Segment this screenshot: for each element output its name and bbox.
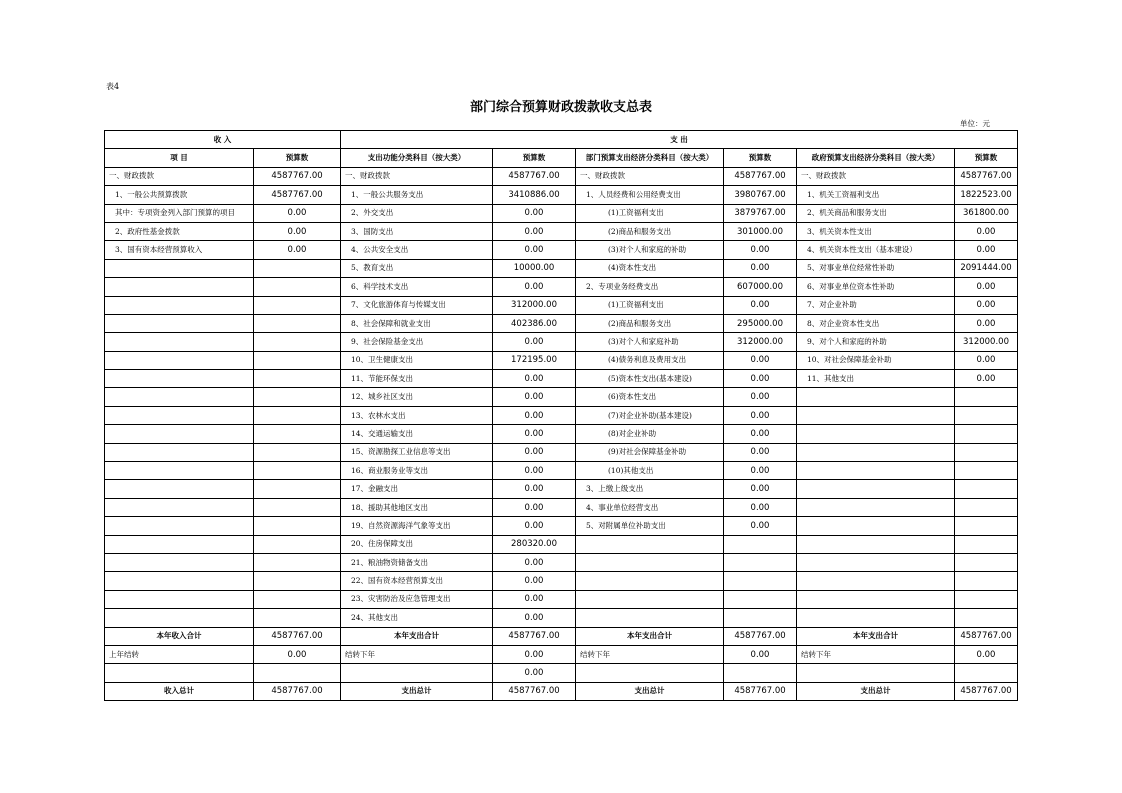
func-item-cell: 12、城乡社区支出 — [341, 388, 493, 406]
gov-item-cell — [797, 553, 955, 571]
gov-total-value: 4587767.00 — [955, 682, 1018, 700]
gov-item-cell — [797, 406, 955, 424]
col-header-gov: 政府预算支出经济分类科目（按大类） — [797, 149, 955, 167]
func-item-cell: 19、自然资源海洋气象等支出 — [341, 517, 493, 535]
income-budget-cell — [254, 462, 341, 480]
dept-budget-cell: 0.00 — [724, 462, 797, 480]
income-year-value: 4587767.00 — [254, 627, 341, 645]
func-budget-cell: 0.00 — [493, 462, 576, 480]
income-item-cell — [105, 370, 254, 388]
income-budget-cell — [254, 443, 341, 461]
income-item-cell: 3、国有资本经营预算收入 — [105, 241, 254, 259]
group-header-row — [105, 131, 1018, 149]
gov-budget-cell: 361800.00 — [955, 204, 1018, 222]
gov-item-cell — [797, 572, 955, 590]
table-row — [105, 241, 1018, 259]
income-budget-cell — [254, 278, 341, 296]
gov-budget-cell — [955, 609, 1018, 627]
gov-budget-cell: 312000.00 — [955, 333, 1018, 351]
dept-item-cell: (4)债务利息及费用支出 — [576, 351, 724, 369]
gov-item-cell — [797, 388, 955, 406]
dept-budget-cell: 4587767.00 — [724, 167, 797, 185]
table-row — [105, 259, 1018, 277]
gov-budget-cell — [955, 517, 1018, 535]
dept-budget-cell — [724, 553, 797, 571]
dept-item-cell — [576, 553, 724, 571]
col-header-budget: 预算数 — [724, 149, 797, 167]
table-row — [105, 462, 1018, 480]
table-row — [105, 425, 1018, 443]
income-budget-cell: 4587767.00 — [254, 186, 341, 204]
income-item-cell — [105, 259, 254, 277]
dept-item-cell — [576, 609, 724, 627]
func-total-label: 支出总计 — [341, 682, 493, 700]
gov-item-cell: 9、对个人和家庭的补助 — [797, 333, 955, 351]
table-row — [105, 388, 1018, 406]
table-row — [105, 517, 1018, 535]
table-row — [105, 167, 1018, 185]
col-header-item: 项 目 — [105, 149, 254, 167]
dept-budget-cell: 0.00 — [724, 517, 797, 535]
func-budget-cell: 4587767.00 — [493, 167, 576, 185]
dept-item-cell: (9)对社会保障基金补助 — [576, 443, 724, 461]
gov-budget-cell: 0.00 — [955, 241, 1018, 259]
dept-item-cell: (1)工资福利支出 — [576, 296, 724, 314]
func-budget-cell: 312000.00 — [493, 296, 576, 314]
func-item-cell: 4、公共安全支出 — [341, 241, 493, 259]
func-budget-cell: 0.00 — [493, 517, 576, 535]
income-item-cell: 2、政府性基金拨款 — [105, 222, 254, 240]
gov-budget-cell — [955, 480, 1018, 498]
expense-group-header: 支 出 — [341, 131, 1018, 149]
table-row — [105, 572, 1018, 590]
dept-item-cell: (3)对个人和家庭的补助 — [576, 241, 724, 259]
income-item-cell — [105, 535, 254, 553]
table-row — [105, 553, 1018, 571]
func-item-cell: 11、节能环保支出 — [341, 370, 493, 388]
gov-budget-cell: 0.00 — [955, 351, 1018, 369]
gov-item-cell: 3、机关资本性支出 — [797, 222, 955, 240]
dept-budget-cell: 3980767.00 — [724, 186, 797, 204]
func-budget-cell: 0.00 — [493, 553, 576, 571]
gov-budget-cell: 1822523.00 — [955, 186, 1018, 204]
dept-budget-cell — [724, 609, 797, 627]
dept-item-cell: (6)资本性支出 — [576, 388, 724, 406]
income-year-label: 本年收入合计 — [105, 627, 254, 645]
gov-budget-cell — [955, 572, 1018, 590]
income-item-cell — [105, 590, 254, 608]
dept-budget-cell: 0.00 — [724, 241, 797, 259]
dept-budget-cell: 301000.00 — [724, 222, 797, 240]
func-budget-cell: 0.00 — [493, 572, 576, 590]
col-header-dept: 部门预算支出经济分类科目（按大类） — [576, 149, 724, 167]
dept-budget-cell — [724, 535, 797, 553]
gov-item-cell — [797, 535, 955, 553]
func-budget-cell: 172195.00 — [493, 351, 576, 369]
income-group-header: 收 入 — [105, 131, 341, 149]
income-item-cell: 一、财政拨款 — [105, 167, 254, 185]
income-item-cell — [105, 296, 254, 314]
func-item-cell: 1、一般公共服务支出 — [341, 186, 493, 204]
dept-budget-cell: 0.00 — [724, 425, 797, 443]
income-total-value: 4587767.00 — [254, 682, 341, 700]
table-row — [105, 186, 1018, 204]
dept-item-cell: (5)资本性支出(基本建设) — [576, 370, 724, 388]
dept-year-label: 本年支出合计 — [576, 627, 724, 645]
table-row — [105, 480, 1018, 498]
income-item-cell — [105, 498, 254, 516]
gov-budget-cell — [955, 443, 1018, 461]
income-budget-cell — [254, 296, 341, 314]
col-header-budget: 预算数 — [493, 149, 576, 167]
income-budget-cell: 0.00 — [254, 222, 341, 240]
income-budget-cell — [254, 406, 341, 424]
table-row — [105, 222, 1018, 240]
gov-budget-cell: 0.00 — [955, 278, 1018, 296]
dept-total-label: 支出总计 — [576, 682, 724, 700]
dept-budget-cell: 0.00 — [724, 388, 797, 406]
func-year-value: 4587767.00 — [493, 627, 576, 645]
func-budget-cell: 0.00 — [493, 425, 576, 443]
func-budget-cell: 0.00 — [493, 443, 576, 461]
func-budget-cell: 3410886.00 — [493, 186, 576, 204]
func-total-value: 4587767.00 — [493, 682, 576, 700]
table-number: 表4 — [106, 82, 120, 91]
budget-table — [104, 130, 1018, 701]
col-header-budget: 预算数 — [254, 149, 341, 167]
income-total-label: 收入总计 — [105, 682, 254, 700]
gov-item-cell: 8、对企业资本性支出 — [797, 314, 955, 332]
page-title: 部门综合预算财政拨款收支总表 — [469, 100, 652, 115]
col-header-budget: 预算数 — [955, 149, 1018, 167]
income-item-cell — [105, 351, 254, 369]
income-budget-cell — [254, 535, 341, 553]
func-budget-cell: 10000.00 — [493, 259, 576, 277]
func-item-cell: 14、交通运输支出 — [341, 425, 493, 443]
dept-item-cell: (1)工资福利支出 — [576, 204, 724, 222]
dept-budget-cell — [724, 572, 797, 590]
table-row — [105, 590, 1018, 608]
income-budget-cell — [254, 590, 341, 608]
dept-budget-cell: 0.00 — [724, 259, 797, 277]
income-budget-cell — [254, 572, 341, 590]
dept-budget-cell: 0.00 — [724, 370, 797, 388]
table-row — [105, 278, 1018, 296]
income-budget-cell: 4587767.00 — [254, 167, 341, 185]
func-budget-cell: 0.00 — [493, 204, 576, 222]
func-budget-cell: 0.00 — [493, 590, 576, 608]
gov-item-cell: 10、对社会保障基金补助 — [797, 351, 955, 369]
dept-item-cell: 4、事业单位经营支出 — [576, 498, 724, 516]
dept-item-cell: 一、财政拨款 — [576, 167, 724, 185]
gov-item-cell — [797, 480, 955, 498]
dept-item-cell: 2、专项业务经费支出 — [576, 278, 724, 296]
dept-item-cell — [576, 572, 724, 590]
prev-carry-label: 上年结转 — [105, 645, 254, 663]
income-item-cell: 其中：专项资金列入部门预算的项目 — [105, 204, 254, 222]
income-item-cell: 1、一般公共预算拨款 — [105, 186, 254, 204]
income-budget-cell — [254, 314, 341, 332]
income-budget-cell — [254, 333, 341, 351]
dept-budget-cell: 0.00 — [724, 443, 797, 461]
gov-item-cell: 5、对事业单位经常性补助 — [797, 259, 955, 277]
func-carry-label: 结转下年 — [341, 645, 493, 663]
gov-year-label: 本年支出合计 — [797, 627, 955, 645]
dept-item-cell: 1、人员经费和公用经费支出 — [576, 186, 724, 204]
dept-budget-cell: 0.00 — [724, 351, 797, 369]
gov-item-cell: 2、机关商品和服务支出 — [797, 204, 955, 222]
gov-item-cell: 4、机关资本性支出（基本建设） — [797, 241, 955, 259]
func-budget-cell: 0.00 — [493, 406, 576, 424]
func-item-cell: 一、财政拨款 — [341, 167, 493, 185]
income-item-cell — [105, 278, 254, 296]
dept-budget-cell: 0.00 — [724, 480, 797, 498]
func-item-cell: 9、社会保险基金支出 — [341, 333, 493, 351]
func-item-cell: 21、粮油物资储备支出 — [341, 553, 493, 571]
dept-year-value: 4587767.00 — [724, 627, 797, 645]
income-item-cell — [105, 480, 254, 498]
func-budget-cell: 0.00 — [493, 388, 576, 406]
table-row — [105, 443, 1018, 461]
dept-budget-cell: 607000.00 — [724, 278, 797, 296]
gov-budget-cell: 4587767.00 — [955, 167, 1018, 185]
column-header-row — [105, 149, 1018, 167]
gov-item-cell — [797, 609, 955, 627]
func-item-cell: 3、国防支出 — [341, 222, 493, 240]
income-budget-cell: 0.00 — [254, 241, 341, 259]
gov-item-cell — [797, 517, 955, 535]
year-total-row — [105, 627, 1018, 645]
dept-item-cell: (2)商品和服务支出 — [576, 222, 724, 240]
income-budget-cell — [254, 498, 341, 516]
income-budget-cell — [254, 351, 341, 369]
income-item-cell — [105, 333, 254, 351]
func-carry-value: 0.00 — [493, 645, 576, 663]
income-budget-cell — [254, 553, 341, 571]
income-item-cell — [105, 462, 254, 480]
grand-total-row — [105, 682, 1018, 700]
func-item-cell: 13、农林水支出 — [341, 406, 493, 424]
func-budget-cell: 0.00 — [493, 480, 576, 498]
func-item-cell: 22、国有资本经营预算支出 — [341, 572, 493, 590]
dept-item-cell: (3)对个人和家庭补助 — [576, 333, 724, 351]
income-budget-cell — [254, 609, 341, 627]
gov-budget-cell: 0.00 — [955, 222, 1018, 240]
func-item-cell: 7、文化旅游体育与传媒支出 — [341, 296, 493, 314]
table-row — [105, 351, 1018, 369]
table-row — [105, 498, 1018, 516]
func-item-cell: 23、灾害防治及应急管理支出 — [341, 590, 493, 608]
func-item-cell: 8、社会保障和就业支出 — [341, 314, 493, 332]
gov-budget-cell — [955, 553, 1018, 571]
income-budget-cell — [254, 517, 341, 535]
extra-row — [105, 664, 1018, 682]
income-item-cell — [105, 388, 254, 406]
gov-carry-label: 结转下年 — [797, 645, 955, 663]
income-budget-cell — [254, 480, 341, 498]
func-budget-cell: 0.00 — [493, 278, 576, 296]
func-item-cell: 2、外交支出 — [341, 204, 493, 222]
gov-budget-cell — [955, 425, 1018, 443]
dept-item-cell: (10)其他支出 — [576, 462, 724, 480]
income-item-cell — [105, 609, 254, 627]
dept-item-cell: (7)对企业补助(基本建设) — [576, 406, 724, 424]
gov-year-value: 4587767.00 — [955, 627, 1018, 645]
func-budget-cell: 0.00 — [493, 333, 576, 351]
dept-budget-cell — [724, 590, 797, 608]
dept-budget-cell: 0.00 — [724, 406, 797, 424]
func-budget-cell: 0.00 — [493, 241, 576, 259]
table-row — [105, 406, 1018, 424]
income-item-cell — [105, 425, 254, 443]
dept-item-cell: 3、上缴上级支出 — [576, 480, 724, 498]
dept-item-cell — [576, 590, 724, 608]
gov-item-cell: 1、机关工资福利支出 — [797, 186, 955, 204]
table-row — [105, 535, 1018, 553]
func-item-cell: 6、科学技术支出 — [341, 278, 493, 296]
func-item-cell: 17、金融支出 — [341, 480, 493, 498]
func-budget-cell: 0.00 — [493, 498, 576, 516]
income-budget-cell — [254, 370, 341, 388]
dept-budget-cell: 312000.00 — [724, 333, 797, 351]
gov-budget-cell — [955, 406, 1018, 424]
func-budget-cell: 402386.00 — [493, 314, 576, 332]
gov-budget-cell — [955, 535, 1018, 553]
carry-row — [105, 645, 1018, 663]
income-item-cell — [105, 406, 254, 424]
gov-budget-cell — [955, 498, 1018, 516]
income-item-cell — [105, 443, 254, 461]
dept-item-cell: 5、对附属单位补助支出 — [576, 517, 724, 535]
gov-budget-cell — [955, 462, 1018, 480]
dept-budget-cell: 295000.00 — [724, 314, 797, 332]
gov-item-cell — [797, 590, 955, 608]
gov-item-cell: 一、财政拨款 — [797, 167, 955, 185]
income-item-cell — [105, 314, 254, 332]
income-budget-cell: 0.00 — [254, 204, 341, 222]
dept-item-cell: (8)对企业补助 — [576, 425, 724, 443]
dept-carry-value: 0.00 — [724, 645, 797, 663]
table-row — [105, 609, 1018, 627]
income-item-cell — [105, 517, 254, 535]
gov-item-cell: 11、其他支出 — [797, 370, 955, 388]
gov-budget-cell — [955, 388, 1018, 406]
func-item-cell: 24、其他支出 — [341, 609, 493, 627]
income-budget-cell — [254, 388, 341, 406]
table-row — [105, 333, 1018, 351]
dept-item-cell: (4)资本性支出 — [576, 259, 724, 277]
gov-item-cell: 6、对事业单位资本性补助 — [797, 278, 955, 296]
income-budget-cell — [254, 259, 341, 277]
prev-carry-value: 0.00 — [254, 645, 341, 663]
income-budget-cell — [254, 425, 341, 443]
unit-label: 单位：元 — [960, 119, 990, 128]
dept-budget-cell: 0.00 — [724, 498, 797, 516]
dept-item-cell — [576, 535, 724, 553]
func-budget-cell: 0.00 — [493, 370, 576, 388]
table-row — [105, 314, 1018, 332]
func-item-cell: 5、教育支出 — [341, 259, 493, 277]
func-year-label: 本年支出合计 — [341, 627, 493, 645]
income-item-cell — [105, 572, 254, 590]
gov-budget-cell — [955, 590, 1018, 608]
func-item-cell: 20、住房保障支出 — [341, 535, 493, 553]
func-item-cell: 15、资源勘探工业信息等支出 — [341, 443, 493, 461]
gov-budget-cell: 0.00 — [955, 296, 1018, 314]
dept-item-cell: (2)商品和服务支出 — [576, 314, 724, 332]
dept-carry-label: 结转下年 — [576, 645, 724, 663]
gov-item-cell — [797, 462, 955, 480]
gov-item-cell — [797, 498, 955, 516]
dept-total-value: 4587767.00 — [724, 682, 797, 700]
gov-carry-value: 0.00 — [955, 645, 1018, 663]
func-item-cell: 10、卫生健康支出 — [341, 351, 493, 369]
func-budget-cell: 0.00 — [493, 609, 576, 627]
func-budget-cell: 280320.00 — [493, 535, 576, 553]
func-budget-cell: 0.00 — [493, 222, 576, 240]
gov-item-cell: 7、对企业补助 — [797, 296, 955, 314]
dept-budget-cell: 3879767.00 — [724, 204, 797, 222]
table-row — [105, 370, 1018, 388]
func-item-cell: 16、商业服务业等支出 — [341, 462, 493, 480]
gov-budget-cell: 0.00 — [955, 370, 1018, 388]
gov-budget-cell: 2091444.00 — [955, 259, 1018, 277]
gov-item-cell — [797, 425, 955, 443]
func-item-cell: 18、援助其他地区支出 — [341, 498, 493, 516]
income-item-cell — [105, 553, 254, 571]
table-row — [105, 296, 1018, 314]
col-header-func: 支出功能分类科目（按大类） — [341, 149, 493, 167]
gov-total-label: 支出总计 — [797, 682, 955, 700]
extra-value: 0.00 — [493, 664, 576, 682]
table-row — [105, 204, 1018, 222]
gov-budget-cell: 0.00 — [955, 314, 1018, 332]
gov-item-cell — [797, 443, 955, 461]
dept-budget-cell: 0.00 — [724, 296, 797, 314]
